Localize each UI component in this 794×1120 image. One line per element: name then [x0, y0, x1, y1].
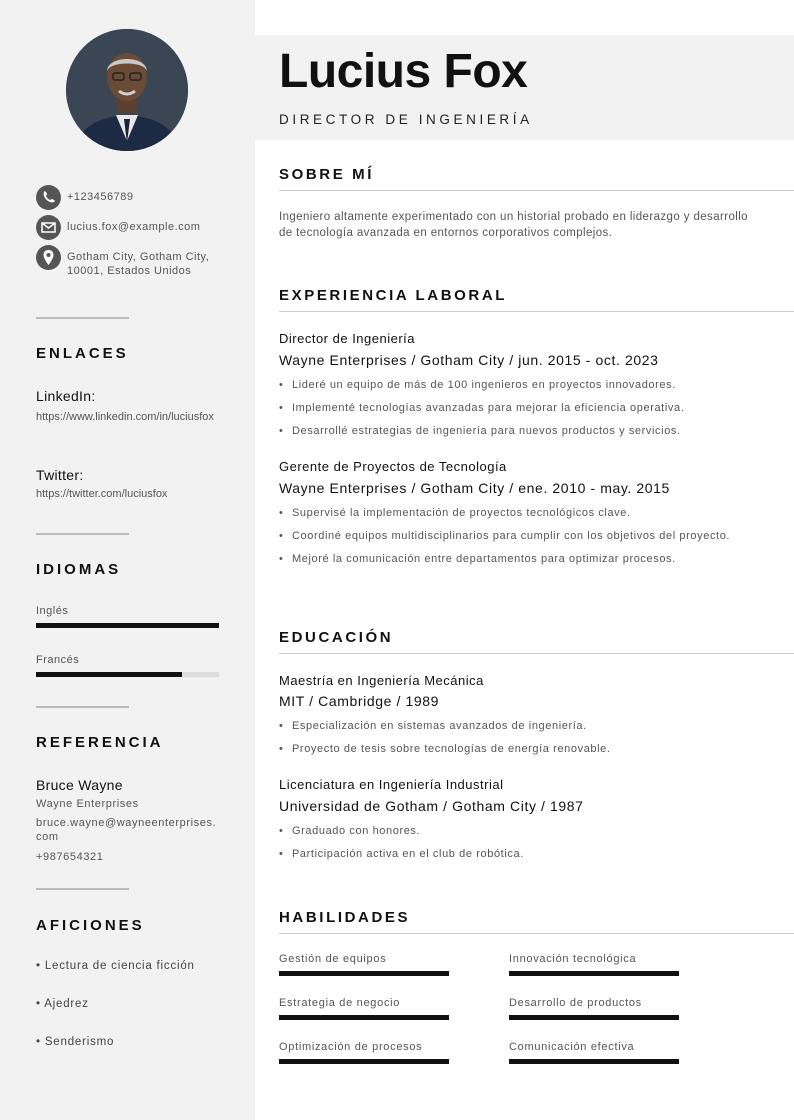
about-text: Ingeniero altamente experimentado con un historial probado en liderazgo y desarrollo de tecnología avanzada en entornos corporativos complejos. — [279, 211, 748, 239]
address-text: Gotham City, Gotham City, 10001, Estados Unidos — [67, 251, 210, 277]
reference-phone: +987654321 — [36, 851, 104, 863]
divider — [36, 888, 129, 890]
reference-name: Bruce Wayne — [36, 777, 123, 793]
hobby-label: Senderismo — [44, 1036, 115, 1048]
degree-title: Licenciatura en Ingeniería Industrial — [279, 777, 504, 792]
skill-name: Estrategia de negocio — [279, 997, 401, 1009]
skill-level-bar — [279, 1059, 449, 1064]
skill-name: Comunicación efectiva — [509, 1041, 635, 1053]
skill-level-bar — [279, 971, 449, 976]
job-bullets — [279, 506, 739, 575]
list-item: • Participación activa en el club de robótica. — [279, 847, 739, 861]
skill-name: Desarrollo de productos — [509, 997, 642, 1009]
experience-heading: EXPERIENCIA LABORAL — [279, 287, 508, 304]
language-name: Inglés — [36, 605, 69, 617]
divider — [36, 317, 129, 319]
skill-level-bar — [279, 1015, 449, 1020]
language-level-fill — [36, 672, 182, 677]
degree-org: MIT / Cambridge / 1989 — [279, 693, 440, 709]
twitter-label: Twitter: — [36, 467, 84, 483]
reference-email[interactable]: bruce.wayne@wayneenterprises.com — [36, 817, 217, 843]
skill-level-bar — [509, 1015, 679, 1020]
reference-company: Wayne Enterprises — [36, 798, 139, 810]
skill-name: Innovación tecnológica — [509, 953, 637, 965]
job-org: Wayne Enterprises / Gotham City / jun. 2015 - oct. 2023 — [279, 352, 659, 368]
hobby-item: • Ajedrez — [36, 998, 89, 1010]
phone-text: +123456789 — [67, 191, 134, 203]
contact-address — [36, 245, 217, 278]
list-item: • Graduado con honores. — [279, 824, 739, 838]
skill-level-fill — [509, 1015, 679, 1020]
skill-level-bar — [509, 1059, 679, 1064]
skill-level-fill — [509, 1059, 679, 1064]
profile-photo — [66, 29, 188, 151]
contact-email — [36, 215, 217, 240]
skill-item — [509, 997, 679, 1020]
list-item: • Lideré un equipo de más de 100 ingenieros en proyectos innovadores. — [279, 378, 739, 392]
linkedin-label: LinkedIn: — [36, 388, 96, 404]
skill-level-fill — [509, 971, 679, 976]
degree-title: Maestría en Ingeniería Mecánica — [279, 673, 484, 688]
skill-level-fill — [279, 1015, 449, 1020]
skill-item — [279, 953, 449, 976]
sidebar — [0, 0, 255, 1120]
degree-bullets — [279, 719, 739, 765]
skill-item — [279, 997, 449, 1020]
section-rule — [279, 653, 794, 654]
list-item: • Proyecto de tesis sobre tecnologías de energía renovable. — [279, 742, 739, 756]
skill-level-bar — [509, 971, 679, 976]
job-title: Director de Ingeniería — [279, 331, 416, 346]
list-item: • Supervisé la implementación de proyectos tecnológicos clave. — [279, 506, 739, 520]
hobby-item: • Senderismo — [36, 1036, 115, 1048]
list-item: • Mejoré la comunicación entre departamentos para optimizar procesos. — [279, 552, 739, 566]
list-item: • Coordiné equipos multidisciplinarios para cumplir con los objetivos del proyecto. — [279, 529, 739, 543]
language-name: Francés — [36, 654, 80, 666]
hobbies-heading: AFICIONES — [36, 917, 145, 934]
person-role: DIRECTOR DE INGENIERÍA — [279, 112, 533, 127]
skill-level-fill — [279, 1059, 449, 1064]
divider — [36, 706, 129, 708]
language-level-bar — [36, 623, 219, 628]
skills-heading: HABILIDADES — [279, 909, 411, 926]
location-pin-icon — [36, 245, 61, 270]
contact-phone — [36, 185, 217, 210]
hobby-label: Lectura de ciencia ficción — [44, 960, 195, 972]
job-org: Wayne Enterprises / Gotham City / ene. 2010 - may. 2015 — [279, 480, 670, 496]
skill-name: Gestión de equipos — [279, 953, 387, 965]
divider — [36, 533, 129, 535]
twitter-link[interactable]: https://twitter.com/luciusfox — [36, 488, 168, 500]
section-rule — [279, 311, 794, 312]
job-bullets — [279, 378, 739, 447]
skill-name: Optimización de procesos — [279, 1041, 423, 1053]
portrait-image — [66, 29, 188, 151]
list-item: • Especialización en sistemas avanzados de ingeniería. — [279, 719, 739, 733]
list-item: • Implementé tecnologías avanzadas para mejorar la eficiencia operativa. — [279, 401, 739, 415]
reference-heading: REFERENCIA — [36, 734, 164, 751]
job-title: Gerente de Proyectos de Tecnología — [279, 459, 507, 474]
languages-heading: IDIOMAS — [36, 561, 122, 578]
person-name: Lucius Fox — [279, 45, 528, 98]
degree-bullets — [279, 824, 739, 870]
links-heading: ENLACES — [36, 345, 129, 362]
linkedin-link[interactable]: https://www.linkedin.com/in/luciusfox — [36, 411, 214, 423]
list-item: • Desarrollé estrategias de ingeniería para nuevos productos y servicios. — [279, 424, 739, 438]
skill-item — [509, 953, 679, 976]
education-heading: EDUCACIÓN — [279, 629, 394, 646]
mail-icon — [36, 215, 61, 240]
about-heading: SOBRE MÍ — [279, 166, 374, 183]
degree-org: Universidad de Gotham / Gotham City / 1987 — [279, 798, 584, 814]
language-level-bar — [36, 672, 219, 677]
email-text: lucius.fox@example.com — [67, 221, 201, 233]
section-rule — [279, 933, 794, 934]
skill-item — [509, 1041, 679, 1064]
skill-level-fill — [279, 971, 449, 976]
section-rule — [279, 190, 794, 191]
skill-item — [279, 1041, 449, 1064]
hobby-label: Ajedrez — [44, 998, 89, 1010]
language-level-fill — [36, 623, 219, 628]
hobby-item: • Lectura de ciencia ficción — [36, 960, 195, 972]
phone-icon — [36, 185, 61, 210]
